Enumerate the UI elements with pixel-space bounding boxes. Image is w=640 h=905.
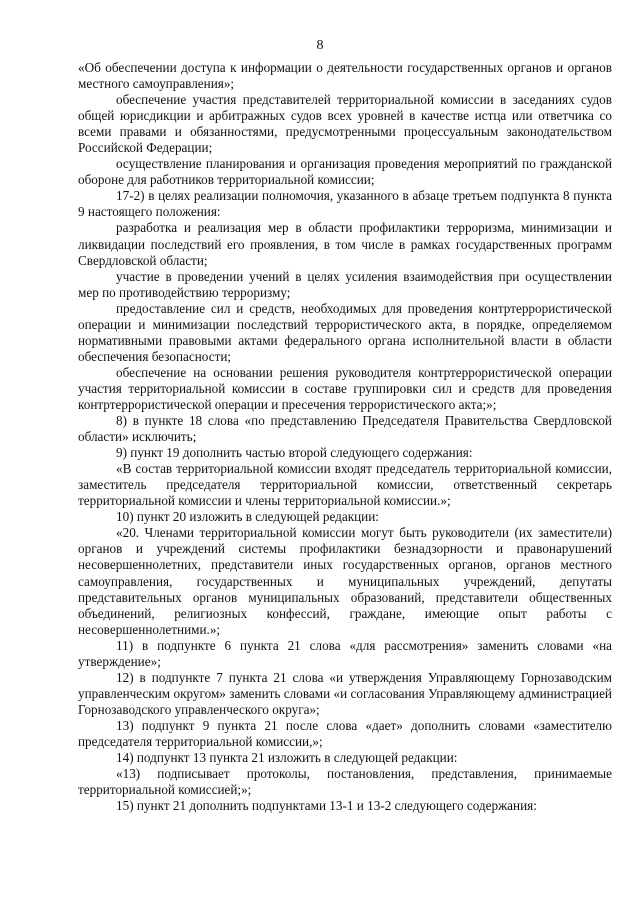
paragraph: 8) в пункте 18 слова «по представлению Председателя Правительства Свердловской области» исключить; xyxy=(78,413,612,445)
paragraph: обеспечение на основании решения руководителя контртеррористической операции участия территориальной комиссии в составе группировки сил и средств для проведения контртеррористической операции и пресечения террористического акта;»; xyxy=(78,364,612,412)
paragraph: 15) пункт 21 дополнить подпунктами 13-1 и 13-2 следующего содержания: xyxy=(116,798,537,814)
paragraph: «20. Членами территориальной комиссии могут быть руководители (их заместители) органов и учреждений системы профилактики безнадзорности и правонарушений несовершеннолетних, представители иных государственных органов, органов местного самоуправления, государственных и муниципальных учреждений, депутаты представительных органов муниципальных образований, представители общественных объединений, религиозных конфессий, граждане, имеющие опыт работы с несовершеннолетними.»; xyxy=(78,525,612,637)
paragraph: 9) пункт 19 дополнить частью второй следующего содержания: xyxy=(116,445,473,461)
paragraph: «Об обеспечении доступа к информации о деятельности государственных органов и органов местного самоуправления»; xyxy=(78,60,612,92)
paragraph: 14) подпункт 13 пункта 21 изложить в следующей редакции: xyxy=(116,750,458,766)
paragraph: 10) пункт 20 изложить в следующей редакции: xyxy=(116,509,379,525)
paragraph: «13) подписывает протоколы, постановления, представления, принимаемые территориальной комиссией;»; xyxy=(78,766,612,798)
paragraph: предоставление сил и средств, необходимых для проведения контртеррористической операции и минимизации последствий террористического акта, в порядке, определяемом нормативными правовыми актами федерального органа исполнительной власти в области обеспечения безопасности; xyxy=(78,300,612,364)
paragraph: 11) в подпункте 6 пункта 21 слова «для рассмотрения» заменить словами «на утверждение»; xyxy=(78,637,612,669)
paragraph: участие в проведении учений в целях усиления взаимодействия при осуществлении мер по противодействию терроризму; xyxy=(78,268,612,300)
paragraph: 12) в подпункте 7 пункта 21 слова «и утверждения Управляющему Горнозаводским управленческим округом» заменить словами «и согласования Управляющему администрацией Горнозаводского управленческого округа»; xyxy=(78,669,612,717)
paragraph: осуществление планирования и организация проведения мероприятий по гражданской обороне для работников территориальной комиссии; xyxy=(78,156,612,188)
paragraph: 17-2) в целях реализации полномочия, указанного в абзаце третьем подпункта 8 пункта 9 настоящего положения: xyxy=(78,188,612,220)
document-body xyxy=(78,60,612,814)
paragraph: 13) подпункт 9 пункта 21 после слова «дает» дополнить словами «заместителю председателя территориальной комиссии,»; xyxy=(78,717,612,749)
paragraph: разработка и реализация мер в области профилактики терроризма, минимизации и ликвидации последствий его проявления, в том числе в рамках государственных программ Свердловской области; xyxy=(78,220,612,268)
paragraph: «В состав территориальной комиссии входят председатель территориальной комиссии, заместитель председателя территориальной комиссии, ответственный секретарь территориальной комиссии и члены территориальной комиссии.»; xyxy=(78,461,612,509)
page-number: 8 xyxy=(316,38,324,53)
paragraph: обеспечение участия представителей территориальной комиссии в заседаниях судов общей юрисдикции и арбитражных судов всех уровней в качестве истца или ответчика со всеми правами и обязанностями, предусмотренными процессуальным законодательством Российской Федерации; xyxy=(78,92,612,156)
